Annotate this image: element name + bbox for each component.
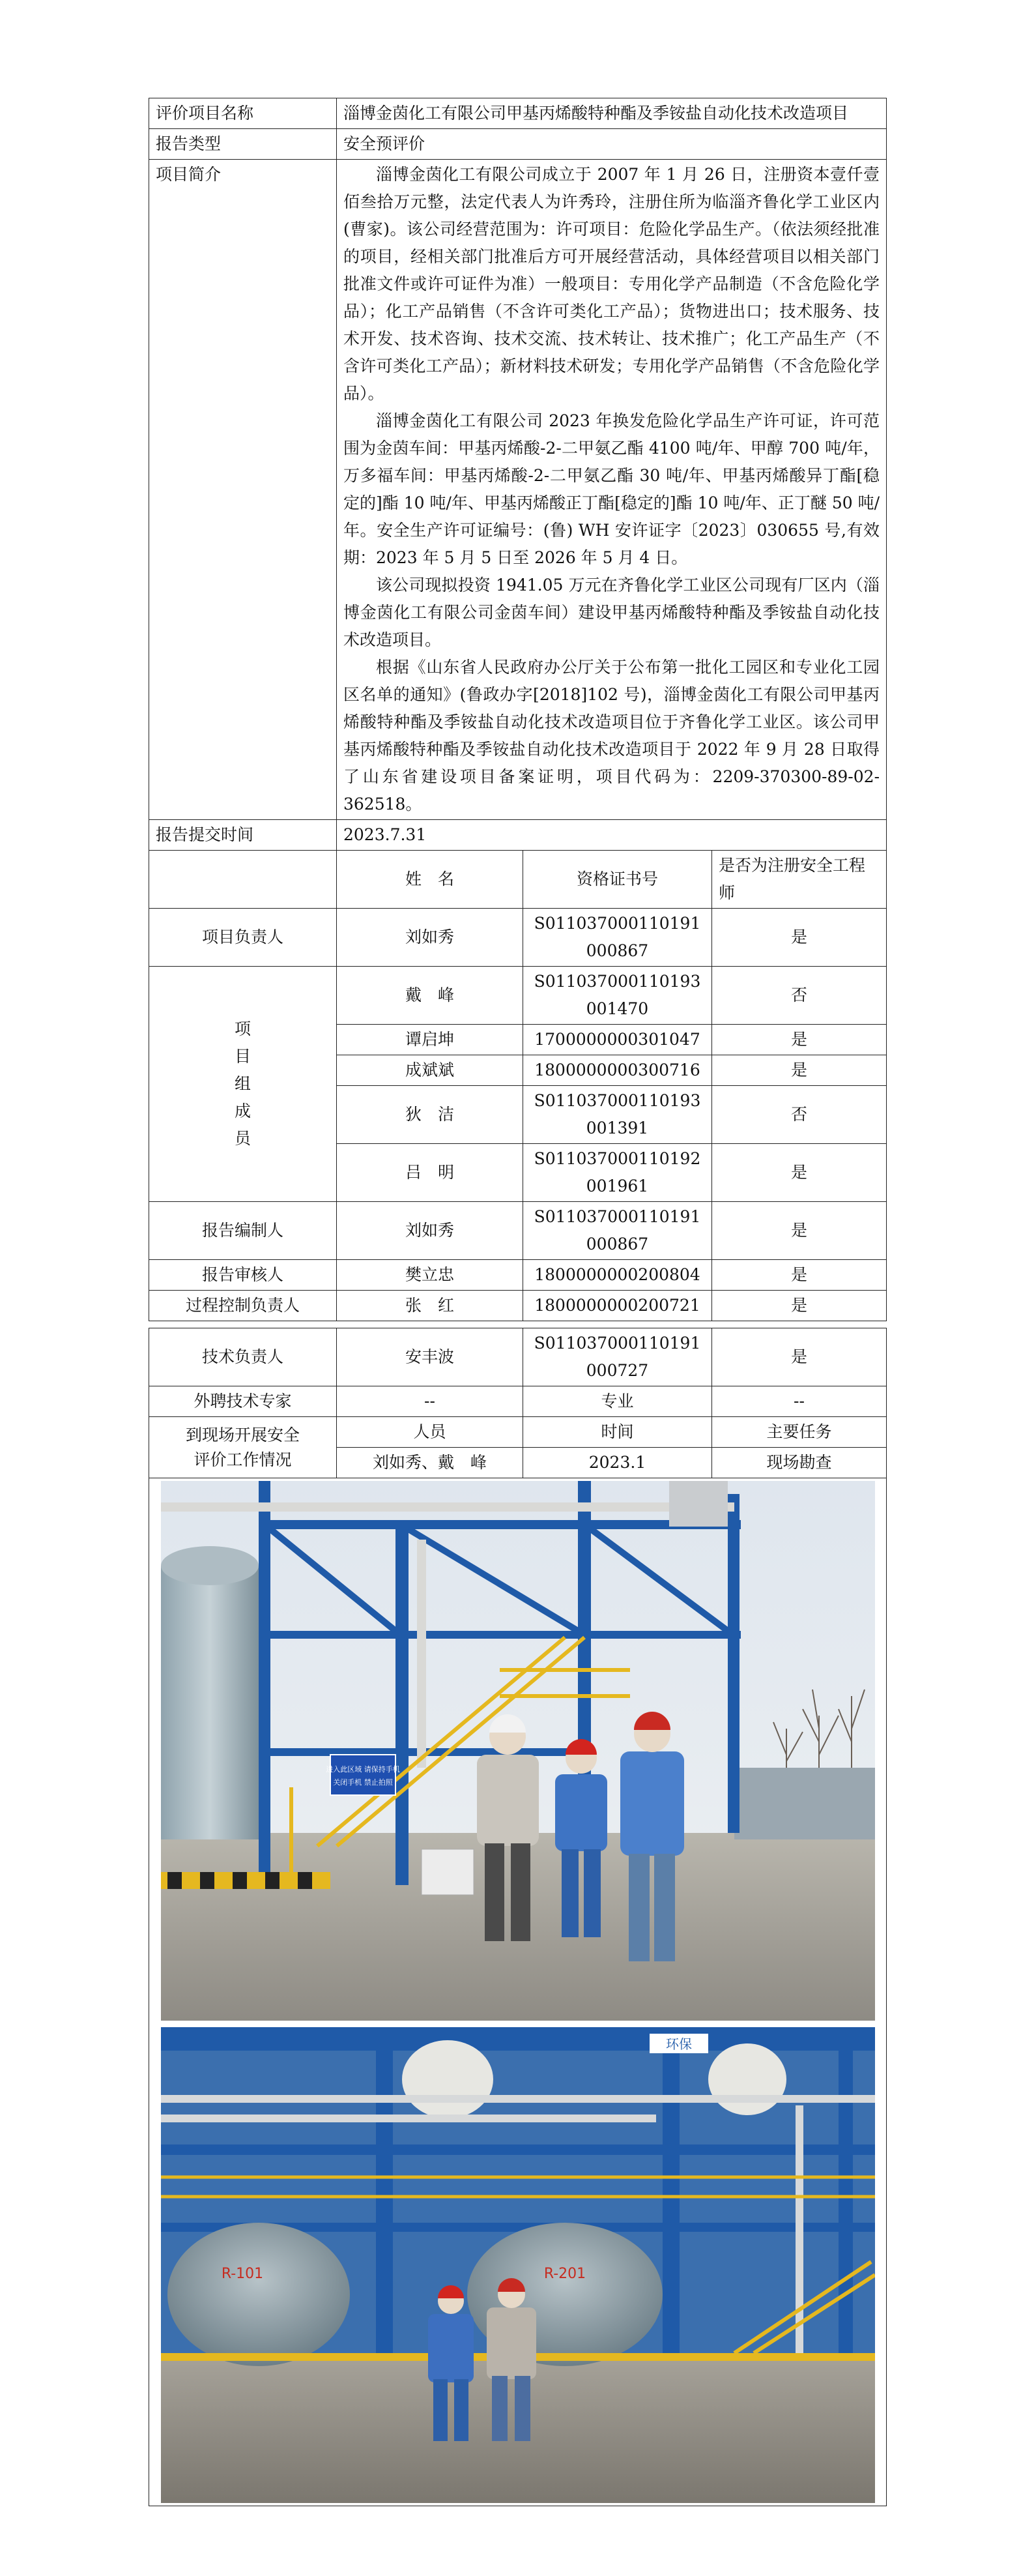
tech-lead-name: 安丰波	[337, 1328, 523, 1386]
svg-text:进入此区域 请保持手机: 进入此区域 请保持手机	[326, 1765, 400, 1774]
member-name: 谭启坤	[337, 1025, 523, 1055]
row-photos	[149, 1478, 887, 2506]
member-registered: 否	[712, 1086, 887, 1144]
header-cert: 资格证书号	[523, 851, 712, 909]
intro-paragraph: 淄博金茵化工有限公司成立于 2007 年 1 月 26 日，注册资本壹仟壹佰叁拾万元整，法定代表人为许秀玲，注册住所为临淄齐鲁化学工业区内(曹家)。该公司经营范围为：许可项目：危险化学品生产。（依法须经批准的项目，经相关部门批准后方可开展经营活动，具体经营项目以相关部门批准文件或许可证件为准）一般项目：专用化学产品制造（不含危险化学品）；化工产品销售（不含许可类化工产品）；货物进出口；技术服务、技术开发、技术咨询、技术交流、技术转让、技术推广；化工产品生产（不含许可类化工产品）；新材料技术研发；专用化学产品销售（不含危险化学品）。	[343, 165, 880, 403]
project-name-value: 淄博金茵化工有限公司甲基丙烯酸特种酯及季铵盐自动化技术改造项目	[337, 98, 887, 129]
report-type-label: 报告类型	[149, 129, 337, 160]
intro-label: 项目简介	[149, 160, 337, 820]
leader-registered: 是	[712, 909, 887, 967]
row-project-name	[149, 98, 887, 129]
process-label: 过程控制负责人	[149, 1291, 337, 1321]
process-cert: 1800000000200721	[523, 1291, 712, 1321]
leader-label: 项目负责人	[149, 909, 337, 967]
intro-paragraph: 淄博金茵化工有限公司 2023 年换发危险化学品生产许可证，许可范围为金茵车间：甲基丙烯酸-2-二甲氨乙酯 4100 吨/年、甲醇 700 吨/年，万多福车间：甲基丙烯酸-2-二甲氨乙酯 30 吨/年、甲基丙烯酸异丁酯[稳定的]酯 10 吨/年、甲基丙烯酸正丁酯[稳定的]酯 10 吨/年、正丁醚 50 吨/年。安全生产许可证编号：(鲁) WH 安许证字〔2023〕030655 号,有效期：2023 年 5 月 5 日至 2026 年 5 月 4 日。	[343, 411, 880, 567]
member-cert: S011037000110193001470	[523, 967, 712, 1025]
members-label-char: 目	[234, 1047, 251, 1066]
site-label-line: 评价工作情况	[194, 1450, 292, 1469]
site-task: 现场勘查	[712, 1448, 887, 1478]
submit-time-label: 报告提交时间	[149, 820, 337, 851]
member-cert: S011037000110192001961	[523, 1144, 712, 1202]
site-photo-2	[161, 2027, 875, 2503]
report-info-table	[149, 98, 887, 1321]
member-cert: S011037000110193001391	[523, 1086, 712, 1144]
tech-info-table	[149, 1328, 887, 2506]
row-intro	[149, 160, 887, 820]
tech-lead-label: 技术负责人	[149, 1328, 337, 1386]
members-label-char: 组	[234, 1074, 251, 1093]
site-photo-1	[161, 1481, 875, 2021]
process-registered: 是	[712, 1291, 887, 1321]
member-cert: 1800000000300716	[523, 1055, 712, 1086]
member-registered: 是	[712, 1025, 887, 1055]
writer-cert: S011037000110191000867	[523, 1202, 712, 1260]
members-label-char: 成	[234, 1102, 251, 1120]
intro-paragraph: 该公司现拟投资 1941.05 万元在齐鲁化学工业区公司现有厂区内（淄博金茵化工有限公司金茵车间）建设甲基丙烯酸特种酯及季铵盐自动化技术改造项目。	[343, 576, 880, 649]
header-name: 姓 名	[337, 851, 523, 909]
site-header-task: 主要任务	[712, 1417, 887, 1448]
submit-time-value: 2023.7.31	[337, 820, 887, 851]
row-member	[149, 967, 887, 1025]
writer-label: 报告编制人	[149, 1202, 337, 1260]
members-label-char: 员	[234, 1129, 251, 1148]
intro-body	[337, 160, 887, 820]
writer-registered: 是	[712, 1202, 887, 1260]
reactor-r101	[167, 2223, 350, 2366]
env-sign-text: 环保	[666, 2036, 692, 2052]
member-registered: 否	[712, 967, 887, 1025]
row-tech-lead	[149, 1328, 887, 1386]
site-header-people: 人员	[337, 1417, 523, 1448]
member-registered: 是	[712, 1055, 887, 1086]
site-header-time: 时间	[523, 1417, 712, 1448]
member-cert: 1700000000301047	[523, 1025, 712, 1055]
row-process	[149, 1291, 887, 1321]
reviewer-cert: 1800000000200804	[523, 1260, 712, 1291]
photos-cell	[149, 1478, 887, 2506]
reviewer-label: 报告审核人	[149, 1260, 337, 1291]
table-gap	[149, 1321, 886, 1328]
expert-name: --	[337, 1386, 523, 1417]
site-label-line: 到现场开展安全	[185, 1425, 300, 1444]
tech-lead-cert: S011037000110191000727	[523, 1328, 712, 1386]
header-registered: 是否为注册安全工程师	[712, 851, 887, 909]
site-label	[149, 1417, 337, 1478]
expert-major-label: 专业	[523, 1386, 712, 1417]
member-name: 吕 明	[337, 1144, 523, 1202]
row-reviewer	[149, 1260, 887, 1291]
row-leader	[149, 909, 887, 967]
member-name: 狄 洁	[337, 1086, 523, 1144]
row-report-type	[149, 129, 887, 160]
reactor-r201-label: R-201	[543, 2266, 586, 2282]
expert-major: --	[712, 1386, 887, 1417]
intro-paragraph: 根据《山东省人民政府办公厅关于公布第一批化工园区和专业化工园区名单的通知》(鲁政办字[2018]102 号)，淄博金茵化工有限公司甲基丙烯酸特种酯及季铵盐自动化技术改造项目位于齐鲁化学工业区。该公司甲基丙烯酸特种酯及季铵盐自动化技术改造项目于 2022 年 9 月 28 日取得了山东省建设项目备案证明，项目代码为：2209-370300-89-02-362518。	[343, 658, 880, 813]
reviewer-registered: 是	[712, 1260, 887, 1291]
member-name: 成斌斌	[337, 1055, 523, 1086]
report-sheet	[149, 98, 886, 2506]
project-name-label: 评价项目名称	[149, 98, 337, 129]
row-expert	[149, 1386, 887, 1417]
leader-cert: S011037000110191000867	[523, 909, 712, 967]
site-time: 2023.1	[523, 1448, 712, 1478]
writer-name: 刘如秀	[337, 1202, 523, 1260]
site-people: 刘如秀、戴 峰	[337, 1448, 523, 1478]
tech-lead-registered: 是	[712, 1328, 887, 1386]
expert-label: 外聘技术专家	[149, 1386, 337, 1417]
members-label-char: 项	[234, 1019, 251, 1038]
member-name: 戴 峰	[337, 967, 523, 1025]
row-site-header	[149, 1417, 887, 1448]
leader-name: 刘如秀	[337, 909, 523, 967]
members-label	[149, 967, 337, 1202]
process-name: 张 红	[337, 1291, 523, 1321]
row-writer	[149, 1202, 887, 1260]
reactor-r101-label: R-101	[221, 2266, 264, 2282]
member-registered: 是	[712, 1144, 887, 1202]
staff-header-blank	[149, 851, 337, 909]
report-type-value: 安全预评价	[337, 129, 887, 160]
svg-text:关闭手机 禁止拍照: 关闭手机 禁止拍照	[333, 1778, 393, 1787]
row-staff-header	[149, 851, 887, 909]
warning-sign	[330, 1755, 395, 1795]
row-submit-time	[149, 820, 887, 851]
reviewer-name: 樊立忠	[337, 1260, 523, 1291]
